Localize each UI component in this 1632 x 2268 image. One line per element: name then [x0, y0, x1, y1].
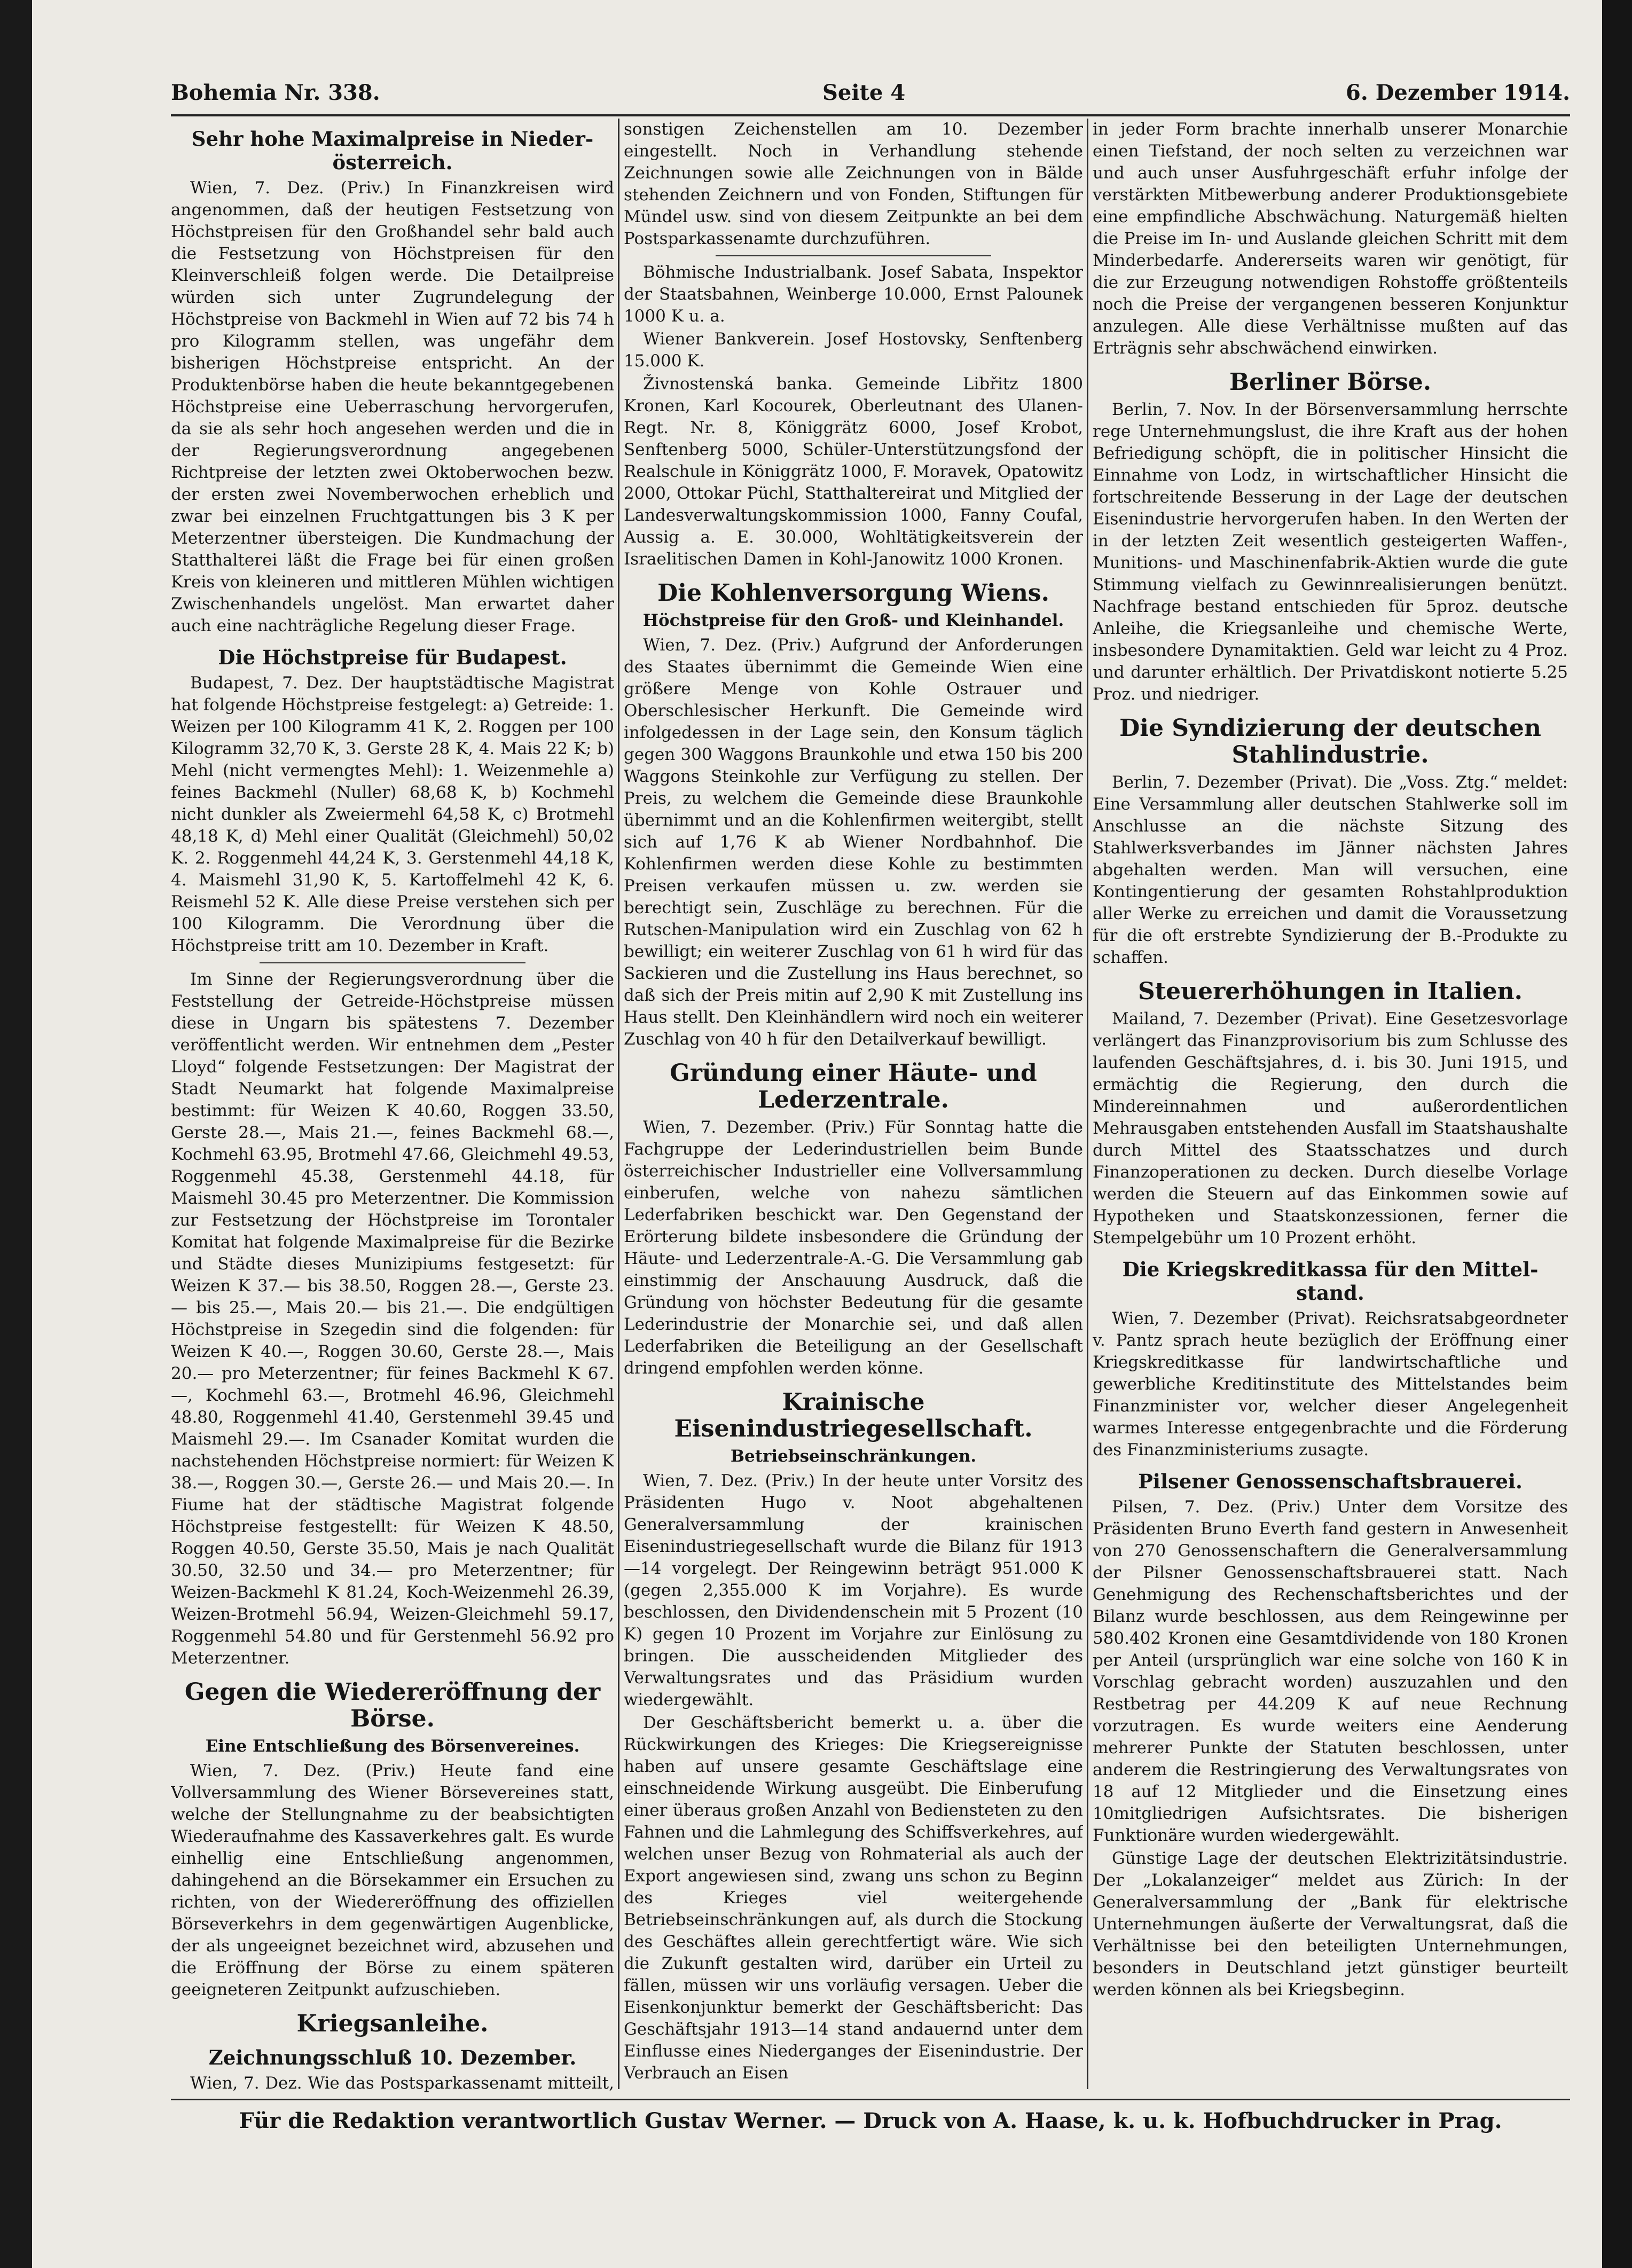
article-paragraph: Budapest, 7. Dez. Der hauptstädtische Magistrat hat folgende Höchstpreise festgelegt: a) Getreide: 1. Weizen per 100 Kilogramm 41 K, 2. Roggen per 100 Kilogramm 32,70 K, 3. Gerste 28 K, 4. Mais 22 K; b) Mehl (nicht vermengtes Mehl): 1. Weizenmehle a) feines Backmehl (Nuller) 68,68 K, b) Kochmehl nicht dunkler als Zweiermehl 64,58 K, c) Brotmehl 48,18 K, d) Mehl einer Qualität (Gleichmehl) 50,02 K. 2. Roggenmehl 44,24 K, 3. Gerstenmehl 44,18 K, 4. Maismehl 31,90 K, 5. Kartoffelmehl 42 K, 6. Reismehl 52 K. Alle diese Preise verstehen sich per 100 Kilogramm. Die Verordnung über die Höchstpreise tritt am 10. Dezember in Kraft. [171, 673, 614, 955]
subscription-list-item: Živnostenská banka. Gemeinde Libřitz 1800 Kronen, Karl Kocourek, Oberleutnant des Ulanen-Regt. Nr. 8, Königgrätz 6000, Josef Krobot, Senftenberg 5000, Schüler-Unterstützungsfond der Realschule in Königgrätz 1000, F. Moravek, Opatowitz 2000, Ottokar Püchl, Statthaltereirat und Mitglied der Landesverwaltungskommission 1000, Fanny Coufal, Aussig a. E. 30.000, Wohltätigkeitsverein der Israelitischen Damen in Kohl-Janowitz 1000 Kronen. [624, 374, 1083, 569]
article-title: Die Kriegskreditkassa für den Mittelstand. [1122, 1258, 1539, 1305]
article-paragraph: Der Geschäftsbericht bemerkt u. a. über die Rückwirkungen des Krieges: Die Kriegsereignisse haben auf unsere gesamte Geschäftslage eine einschneidende Wirkung ausgeübt. Die Einberufung einer überaus großen Anzahl von Bediensteten zu den Fahnen und die Lahmlegung des Schiffsverkehres, auf welchen unser Bezug von Rohmaterial als auch der Export angewiesen sind, zwang uns schon zu Beginn des Krieges viel weitergehende Betriebseinschränkungen auf, als durch die Stockung des Geschäftes allein gerechtfertigt wäre. Wie sich die Zukunft gestalten wird, darüber ein Urteil zu fällen, müssen wir uns vorläufig versagen. Ueber die Eisenkonjunktur bemerkt der Geschäftsbericht: Das Geschäftsjahr 1913—14 stand andauernd unter dem Einflusse eines Niederganges der Eisenindustrie. Der Verbrauch an Eisen [624, 1713, 1083, 2083]
article-title: Die Höchstpreise für Budapest. [218, 646, 567, 669]
article-title: Gründung einer Häute- und Lederzentrale. [670, 1060, 1037, 1113]
article-paragraph: sonstigen Zeichenstellen am 10. Dezember eingestellt. Noch in Verhandlung stehende Zeichnungen sowie alle Zeichnungen von in Bälde stehenden Zeichnern und von Fonden, Stiftungen für Mündel usw. sind von diesem Zeitpunkte an bei dem Postsparkassenamte durchzuführen. [624, 120, 1083, 248]
article-paragraph: Pilsen, 7. Dez. (Priv.) Unter dem Vorsitze des Präsidenten Bruno Everth fand gestern in Anwesenheit von 270 Genossenschaftern die Generalversammlung der Pilsner Genossenschaftsbrauerei statt. Nach Genehmigung des Rechenschaftsberichtes und der Bilanz wurde beschlossen, aus dem Reingewinne per 580.402 Kronen eine Gesamtdividende von 180 Kronen per Anteil (ursprünglich war eine solche von 160 K in Vorschlag gebracht worden) auszuzahlen und den Restbetrag per 44.209 K auf neue Rechnung vorzutragen. Es wurde weiters eine Aenderung mehrerer Punkte der Statuten beschlossen, unter anderem die Restringierung des Verwaltungsrates von 18 auf 12 Mitglieder und die Einsetzung eines 10mitgliedrigen Aufsichtsrates. Die bisherigen Funktionäre wurden wiedergewählt. [1093, 1497, 1568, 1845]
page-number: Seite 4 [822, 80, 906, 105]
subscription-list-item: Böhmische Industrialbank. Josef Sabata, Inspektor der Staatsbahnen, Weinberge 10.000, Ernst Palounek 1000 K u. a. [624, 263, 1083, 326]
newspaper-page [32, 0, 1602, 2268]
article-subtitle: Eine Entschließung des Börsenvereines. [205, 1737, 580, 1756]
article-paragraph: Berlin, 7. Dezember (Privat). Die „Voss. Ztg.“ meldet: Eine Versammlung aller deutschen Stahlwerke soll im Anschlusse an die nächste Sitzung des Stahlwerksverbandes im Jänner nächsten Jahres abgehalten werden. Man will versuchen, eine Kontingentierung der gesamten Rohstahlproduktion aller Werke zu erreichen und damit die Voraussetzung für die oft erstrebte Syndizierung der B.-Produkte zu schaffen. [1093, 773, 1568, 967]
article-title: Die Syndizierung der deutschen Stahlindustrie. [1119, 715, 1541, 768]
column-1 [171, 119, 614, 2094]
article-subtitle: Höchstpreise für den Groß- und Kleinhandel. [642, 611, 1064, 630]
scan-border-right [1602, 0, 1632, 2268]
section-divider [716, 255, 991, 256]
article-title: Kriegsanleihe. [296, 2010, 489, 2037]
section-divider [260, 962, 525, 963]
article-paragraph: Günstige Lage der deutschen Elektrizitätsindustrie. Der „Lokalanzeiger“ meldet aus Zürich: In der Generalversammlung der „Bank für elektrische Unternehmungen äußerte der Verwaltungsrat, daß die Verhältnisse bei den beteiligten Unternehmungen, besonders in Deutschland jetzt günstiger beurteilt werden können als bei Kriegsbeginn. [1093, 1849, 1568, 1999]
article-paragraph: Berlin, 7. Nov. In der Börsenversammlung herrschte rege Unternehmungslust, die ihre Kraft aus der hohen Befriedigung schöpft, die in politischer Hinsicht die Einnahme von Lodz, in wirtschaftlicher Hinsicht die fortschreitende Besserung in der Lage der deutschen Eisenindustrie hervorgerufen haben. In den Werten der in der letzten Zeit wesentlich gesteigerten Waffen-, Munitions- und Maschinenfabrik-Aktien wurde die gute Stimmung vielfach zu Gewinnrealisierungen benützt. Nachfrage bestand entschieden für 5proz. deutsche Anleihe, die Kriegsanleihe und chemische Werte, insbesondere Dynamitaktien. Geld war leicht zu 4 Proz. und darunter erhältlich. Der Privatdiskont notierte 5.25 Proz. und niedriger. [1093, 400, 1568, 704]
column-3 [1093, 119, 1568, 2094]
column-rule-1 [618, 119, 619, 2089]
column-2 [624, 119, 1083, 2094]
article-paragraph: Wien, 7. Dezember (Privat). Reichsratsabgeordneter v. Pantz sprach heute bezüglich der Eröffnung einer Kriegskreditkasse für landwirtschaftliche und gewerbliche Kreditinstitute des Mittelstandes beim Finanzminister vor, welcher dieser Angelegenheit warmes Interesse entgegenbrachte und die Förderung des Finanzministeriums zusagte. [1093, 1309, 1568, 1459]
article-paragraph: Wien, 7. Dez. Wie das Postsparkassenamt mitteilt, [190, 2074, 614, 2093]
imprint-footer: Für die Redaktion verantwortlich Gustav Werner. — Druck von A. Haase, k. u. k. Hofbuchdrucker in Prag. [239, 2108, 1502, 2133]
article-title: Krainische Eisenindustriegesellschaft. [674, 1388, 1033, 1442]
article-paragraph: in jeder Form brachte innerhalb unserer Monarchie einen Tiefstand, der noch selten zu verzeichnen war und auch unser Ausfuhrgeschäft erfuhr infolge der verstärkten Mitbewerbung anderer Produktionsgebiete eine empfindliche Abschwächung. Naturgemäß hielten die Preise im In- und Auslande gleichen Schritt mit dem Minderbedarfe. Andererseits waren wir genötigt, für die zur Erzeugung notwendigen Rohstoffe größtenteils noch die Preise der vergangenen besseren Konjunktur anzulegen. Alle diese Verhältnisse mußten auf das Erträgnis sehr abschwächend einwirken. [1093, 120, 1568, 358]
article-title: Steuererhöhungen in Italien. [1138, 978, 1523, 1005]
article-title: Die Kohlenversorgung Wiens. [657, 579, 1049, 607]
article-paragraph: Wien, 7. Dez. (Priv.) Aufgrund der Anforderungen des Staates übernimmt die Gemeinde Wien eine größere Menge von Kohle Ostrauer und Oberschlesischer Herkunft. Die Gemeinde wird infolgedessen in der Lage sein, den Konsum täglich gegen 300 Waggons Braunkohle und etwa 150 bis 200 Waggons Steinkohle zur Verfügung zu stellen. Der Preis, zu welchem die Gemeinde diese Braunkohle übernimmt und an die Kohlenfirmen weitergibt, stellt sich auf 1,76 K ab Wiener Nordbahnhof. Die Kohlenfirmen werden diese Kohle zu bestimmten Preisen verkaufen müssen u. zw. werden sie berechtigt sein, Zuschläge zu berechnen. Für die Rutschen-Manipulation wird ein Zuschlag von 62 h bewilligt; ein weiterer Zuschlag von 61 h wird für das Sackieren und die Zustellung ins Haus berechnet, so daß sich der Preis mitin auf 2,90 K mit Zustellung ins Haus stellt. Den Kleinhändlern wird noch ein weiterer Zuschlag von 40 h für den Detailverkauf bewilligt. [624, 635, 1083, 1049]
article-paragraph: Wien, 7. Dezember. (Priv.) Für Sonntag hatte die Fachgruppe der Lederindustriellen beim Bunde österreichischer Industrieller eine Vollversammlung einberufen, welche von nahezu sämtlichen Lederfabriken beschickt war. Den Gegenstand der Erörterung bildete insbesondere die Gründung der Häute- und Lederzentrale-A.-G. Die Versammlung gab einstimmig der Anschauung Ausdruck, daß die Gründung von höchster Bedeutung für die gesamte Lederindustrie der Monarchie sei, und daß allen Lederfabriken die Beteiligung an der Gesellschaft dringend empfohlen werden könne. [624, 1118, 1083, 1378]
article-paragraph: Wien, 7. Dez. (Priv.) Heute fand eine Vollversammlung des Wiener Börsevereines statt, welche der Stellungnahme zu der beabsichtigten Wiederaufnahme des Kassaverkehres galt. Es wurde einhellig eine Entschließung angenommen, dahingehend an die Börsekammer ein Ersuchen zu richten, von der Wiedereröffnung des offiziellen Börseverkehrs in dem gegenwärtigen Augenblicke, der als ungeeignet bezeichnet wird, abzusehen und die Eröffnung der Börse zu einem späteren geeigneteren Zeitpunkt aufzuschieben. [171, 1761, 614, 1999]
header-rule [171, 114, 1570, 116]
page-header [171, 80, 1570, 112]
article-subtitle: Zeichnungsschluß 10. Dezember. [208, 2046, 577, 2069]
newspaper-issue: Bohemia Nr. 338. [171, 80, 380, 105]
issue-date: 6. Dezember 1914. [1346, 80, 1570, 105]
scan-border-left [0, 0, 32, 2268]
article-title: Pilsener Genossenschaftsbrauerei. [1138, 1470, 1523, 1493]
article-subtitle: Betriebseinschränkungen. [730, 1447, 977, 1466]
subscription-list-item: Wiener Bankverein. Josef Hostovsky, Senftenberg 15.000 K. [624, 329, 1083, 371]
article-paragraph: Im Sinne der Regierungsverordnung über die Feststellung der Getreide-Höchstpreise müssen diese in Ungarn bis spätestens 7. Dezember veröffentlicht werden. Wir entnehmen dem „Pester Lloyd“ folgende Festsetzungen: Der Magistrat der Stadt Neumarkt hat folgende Maximalpreise bestimmt: für Weizen K 40.60, Roggen 33.50, Gerste 28.—, Mais 21.—, feines Backmehl 68.—, Kochmehl 63.95, Brotmehl 47.66, Gleichmehl 49.53, Roggenmehl 45.38, Gerstenmehl 44.18, für Maismehl 30.45 pro Meterzentner. Die Kommission zur Festsetzung der Höchstpreise im Torontaler Komitat hat folgende Maximalpreise für die Bezirke und Städte dieses Munizipiums festgesetzt: für Weizen K 37.— bis 38.50, Roggen 28.—, Gerste 23.— bis 25.—, Mais 20.— bis 21.—. Die endgültigen Höchstpreise in Szegedin sind die folgenden: für Weizen K 40.—, Roggen 30.60, Gerste 28.—, Mais 20.— pro Meterzentner; für feines Backmehl K 67.—, Kochmehl 63.—, Brotmehl 46.96, Gleichmehl 48.80, Roggenmehl 41.40, Gerstenmehl 39.45 und Maismehl 29.—. Im Csanader Komitat wurden die nachstehenden Höchstpreise normiert: für Weizen K 38.—, Roggen 30.—, Gerste 26.— und Mais 20.—. In Fiume hat der städtische Magistrat folgende Höchstpreise festgestellt: für Weizen K 48.50, Roggen 40.50, Gerste 35.50, Mais je nach Qualität 30.50, 32.50 und 34.— pro Meterzentner; für Weizen-Backmehl K 81.24, Koch-Weizenmehl 26.39, Weizen-Brotmehl 56.94, Weizen-Gleichmehl 59.17, Roggenmehl 54.80 und für Gerstenmehl 56.92 pro Meterzentner. [171, 970, 614, 1668]
article-title: Gegen die Wiedereröffnung der Börse. [184, 1678, 601, 1732]
article-title: Sehr hohe Maximalpreise in Niederösterreich. [191, 127, 594, 174]
article-paragraph: Wien, 7. Dez. (Priv.) In Finanzkreisen wird angenommen, daß der heutigen Festsetzung von Höchstpreisen für den Großhandel sehr bald auch die Festsetzung von Höchstpreisen für den Kleinverschleiß folgen werde. Die Detailpreise würden sich unter Zugrundelegung der Höchstpreise von Backmehl in Wien auf 72 bis 74 h pro Kilogramm stellen, was ungefähr dem bisherigen Höchstpreise entspricht. An der Produktenbörse haben die heute bekanntgegebenen Höchstpreise eine Ueberraschung hervorgerufen, da sie als sehr hoch angesehen werden und die in der Regierungsverordnung angegebenen Richtpreise der letzten zwei Oktoberwochen bezw. der ersten zwei Novemberwochen erheblich und zwar bei einzelnen Fruchtgattungen bis 3 K per Meterzentner übersteigen. Die Kundmachung der Statthalterei läßt die Frage bei für einen großen Kreis von kleineren und mittleren Mühlen wichtigen Zwischenhandels ungelöst. Man erwartet daher auch eine nachträgliche Regelung dieser Frage. [171, 178, 614, 635]
article-paragraph: Mailand, 7. Dezember (Privat). Eine Gesetzesvorlage verlängert das Finanzprovisorium bis zum Schlusse des laufenden Geschäftsjahres, d. i. bis 30. Juni 1915, und ermächtig die Regierung, den durch die Mindereinnahmen und außerordentlichen Mehrausgaben entstehenden Ausfall im Staatshaushalte durch Mittel des Staatsschatzes und durch Finanzoperationen zu decken. Durch dieselbe Vorlage werden die Steuern auf das Einkommen sowie auf Hypotheken und Staatskonzessionen, ferner die Stempelgebühr um 10 Prozent erhöht. [1093, 1009, 1568, 1247]
column-rule-2 [1087, 119, 1088, 2089]
article-paragraph: Wien, 7. Dez. (Priv.) In der heute unter Vorsitz des Präsidenten Hugo v. Noot abgehaltenen Generalversammlung der krainischen Eisenindustriegesellschaft wurde die Bilanz für 1913—14 vorgelegt. Der Reingewinn beträgt 951.000 K (gegen 2,355.000 K im Vorjahre). Es wurde beschlossen, den Dividendenschein mit 5 Prozent (10 K) gegen 10 Prozent im Vorjahre zur Einlösung zu bringen. Die ausscheidenden Mitglieder des Verwaltungsrates und das Präsidium wurden wiedergewählt. [624, 1471, 1083, 1709]
footer-rule [171, 2099, 1570, 2100]
article-title: Berliner Börse. [1229, 368, 1432, 396]
